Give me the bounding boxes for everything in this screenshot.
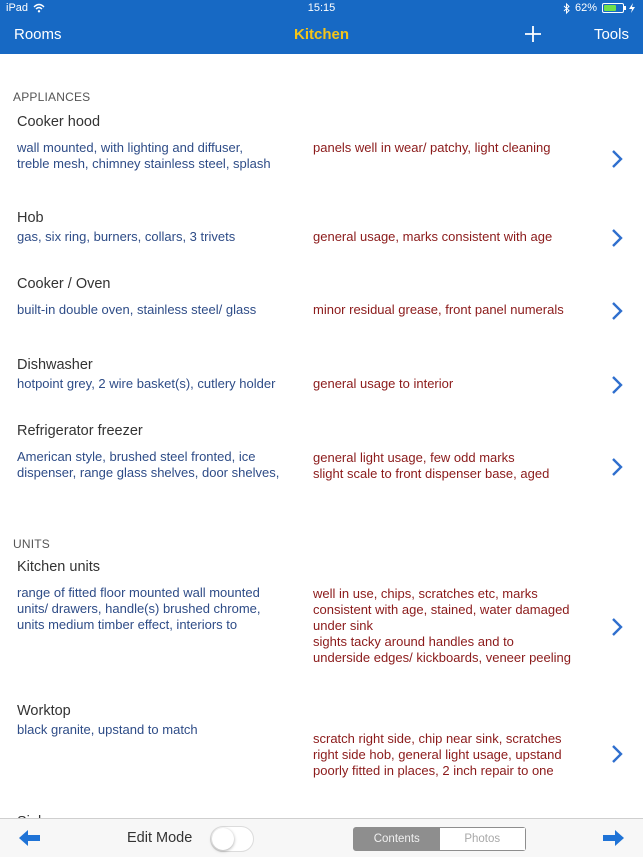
status-time: 15:15 bbox=[307, 2, 336, 14]
bottom-toolbar bbox=[0, 818, 643, 857]
chevron-right-icon[interactable] bbox=[610, 375, 624, 395]
list-item[interactable] bbox=[0, 112, 643, 184]
item-description: hotpoint grey, 2 wire basket(s), cutlery holder bbox=[17, 376, 276, 391]
device-label: iPad bbox=[6, 2, 29, 14]
list-item[interactable] bbox=[0, 355, 643, 407]
item-condition: scratch right side, chip near sink, scratches right side hob, general light usage, upstand poorly fitted in places, 2 inch repair to one bbox=[313, 731, 562, 778]
tools-button[interactable]: Tools bbox=[593, 26, 629, 43]
item-condition: well in use, chips, scratches etc, marks consistent with age, stained, water damaged under sink sights tacky around handles and to underside edges/ kickboards, veneer peeling bbox=[313, 586, 572, 665]
chevron-right-icon[interactable] bbox=[610, 744, 624, 764]
segment-contents[interactable]: Contents bbox=[354, 828, 440, 850]
chevron-right-icon[interactable] bbox=[610, 228, 624, 248]
item-name: Refrigerator freezer bbox=[17, 423, 143, 439]
contents-photos-segmented-control[interactable] bbox=[353, 827, 526, 851]
item-condition: general light usage, few odd marks slight scale to front dispenser base, aged bbox=[313, 450, 550, 481]
header-bar bbox=[0, 0, 643, 54]
chevron-right-icon[interactable] bbox=[610, 617, 624, 637]
list-item[interactable] bbox=[0, 421, 643, 493]
arrow-right-icon[interactable] bbox=[601, 829, 625, 847]
arrow-left-icon[interactable] bbox=[18, 829, 42, 847]
chevron-right-icon[interactable] bbox=[610, 149, 624, 169]
inventory-list[interactable] bbox=[0, 54, 643, 818]
item-name: Hob bbox=[17, 210, 44, 226]
add-icon[interactable] bbox=[523, 24, 543, 44]
section-header-units: UNITS bbox=[13, 537, 50, 551]
list-item[interactable] bbox=[0, 274, 643, 332]
item-condition: general usage to interior bbox=[313, 376, 454, 391]
edit-mode-label: Edit Mode bbox=[127, 830, 193, 846]
item-description: range of fitted floor mounted wall mounted units/ drawers, handle(s) brushed chrome, units medium timber effect, interiors to bbox=[17, 585, 261, 632]
item-condition: panels well in wear/ patchy, light cleaning bbox=[313, 140, 551, 155]
segment-photos[interactable]: Photos bbox=[440, 828, 526, 850]
battery-percent: 62% bbox=[574, 2, 597, 14]
item-description: American style, brushed steel fronted, ice dispenser, range glass shelves, door shelves, bbox=[17, 449, 280, 480]
item-name: Cooker hood bbox=[17, 114, 101, 130]
item-name: Kitchen units bbox=[17, 559, 101, 575]
item-description: black granite, upstand to match bbox=[17, 722, 198, 737]
item-name: Dishwasher bbox=[17, 357, 93, 373]
list-item[interactable] bbox=[0, 701, 643, 791]
item-description: wall mounted, with lighting and diffuser, treble mesh, chimney stainless steel, splash bbox=[17, 140, 271, 171]
charging-icon bbox=[629, 3, 635, 13]
status-bar bbox=[0, 0, 643, 18]
rooms-button[interactable]: Rooms bbox=[14, 26, 62, 43]
item-description: gas, six ring, burners, collars, 3 trivets bbox=[17, 229, 236, 244]
list-item[interactable] bbox=[0, 208, 643, 260]
list-item[interactable] bbox=[0, 557, 643, 677]
chevron-right-icon[interactable] bbox=[610, 457, 624, 477]
battery-icon bbox=[602, 3, 624, 13]
section-header-appliances: APPLIANCES bbox=[13, 90, 91, 104]
chevron-right-icon[interactable] bbox=[610, 301, 624, 321]
item-description: built-in double oven, stainless steel/ glass bbox=[17, 302, 257, 317]
item-condition: minor residual grease, front panel numerals bbox=[313, 302, 564, 317]
item-name: Cooker / Oven bbox=[17, 276, 111, 292]
item-name: Worktop bbox=[17, 703, 71, 719]
edit-mode-toggle[interactable] bbox=[210, 826, 254, 852]
page-title: Kitchen bbox=[293, 26, 349, 43]
bluetooth-icon bbox=[563, 3, 570, 14]
item-condition: general usage, marks consistent with age bbox=[313, 229, 553, 244]
